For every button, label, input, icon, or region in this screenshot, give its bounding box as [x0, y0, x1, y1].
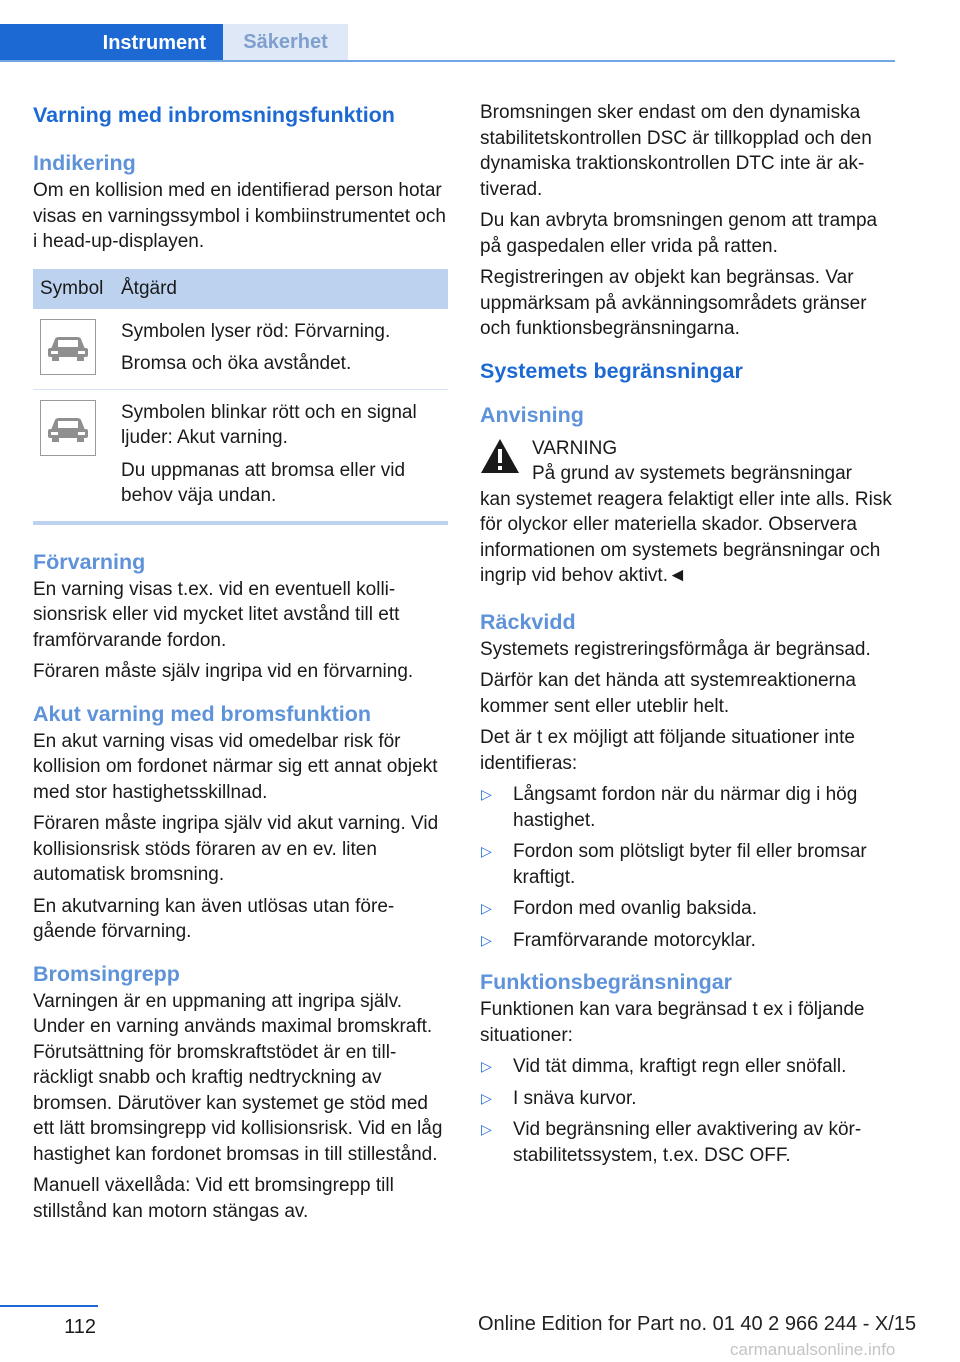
warning-first-line: På grund av systemets begränsningar: [532, 463, 853, 484]
list-item: ▷ Fordon med ovanlig baksida.: [480, 896, 895, 922]
row1-line1: Symbolen lyser röd: Förvarning.: [121, 320, 391, 342]
paragraph-akut-3: En akutvarning kan även utlösas utan föregående förvarning.: [33, 895, 395, 942]
paragraph-forvarning-2: Föraren måste själv ingripa vid en förvarning.: [33, 661, 414, 682]
triangle-bullet-icon: ▷: [481, 900, 492, 916]
list-item: ▷ Vid tät dimma, kraftigt regn eller snöfall.: [480, 1054, 895, 1080]
table-header: [33, 269, 448, 309]
paragraph-intro-1: Bromsningen sker endast om den dynamiska stabilitetskontrollen DSC är tillkopplad och den dynamiska traktionskontrollen DTC inte är aktiverad.: [480, 102, 872, 200]
warning-label: VARNING: [532, 437, 618, 459]
symbol-table: [33, 269, 448, 525]
footer-rule: [0, 1305, 98, 1307]
list-item: ▷ Fordon som plötsligt byter fil eller bromsar kraftigt.: [480, 839, 895, 890]
watermark: carmanualsonline.info: [730, 1340, 896, 1359]
paragraph-rackvidd-2: Därför kan det hända att systemreaktionerna kommer sent eller uteblir helt.: [480, 670, 856, 717]
paragraph-intro-3: Registreringen av objekt kan begränsas. Var uppmärksam på avkänningsområdets gränser och funktionsbegränsningarna.: [480, 267, 867, 339]
heading-funktionsbegransningar: Funktionsbegränsningar: [480, 970, 733, 994]
bullet-list-funktion: [480, 1054, 895, 1168]
edition-text: Online Edition for Part no. 01 40 2 966 244 - X/15: [478, 1313, 917, 1335]
warning-block: [480, 436, 895, 589]
bullet-list-rackvidd: [480, 782, 895, 953]
heading-indikering: Indikering: [33, 151, 136, 175]
triangle-bullet-icon: ▷: [481, 1058, 492, 1074]
heading-systemets-begransningar: Systemets begränsningar: [480, 358, 743, 383]
heading-akut: Akut varning med bromsfunktion: [33, 701, 372, 726]
heading-rackvidd: Räckvidd: [480, 609, 576, 634]
triangle-bullet-icon: ▷: [481, 1089, 492, 1106]
car-warning-icon: [40, 319, 96, 375]
tab-sakerhet[interactable]: Säkerhet: [223, 24, 348, 60]
paragraph-intro-2: Du kan avbryta bromsningen genom att trampa på gaspedalen eller vrida på ratten.: [480, 210, 878, 257]
page-number: 112: [64, 1316, 96, 1338]
row2-line1: Symbolen blinkar rött och en signal ljuder: Akut varning.: [121, 401, 417, 448]
row1-line2: Bromsa och öka avståndet.: [121, 353, 352, 374]
list-item: ▷ Långsamt fordon när du närmar dig i hög hastighet.: [480, 782, 895, 833]
warning-text: kan systemet reagera felaktigt eller inte alls. Risk för olyckor eller materiella skador. Observera informationen om systemets begränsningar och ingrip vid behov aktivt.◄: [480, 488, 892, 586]
paragraph-indikering: Om en kollision med en identifierad person hotar visas en varningssymbol i kombiinstrumentet och i head-up-displayen.: [33, 180, 446, 252]
heading-forvarning: Förvarning: [33, 549, 146, 574]
paragraph-forvarning-1: En varning visas t.ex. vid en eventuell kollisionsrisk eller vid mycket litet avstånd till ett framförvarande fordon.: [33, 578, 400, 651]
section-title: Varning med inbromsningsfunktion: [33, 103, 395, 127]
tab-instrument[interactable]: Instrument: [0, 24, 223, 62]
paragraph-bromsingrepp-1: Varningen är en uppmaning att ingripa själv. Under en varning används maximal bromskraft. Förutsättning för bromskraftstödet är en tillräckligt snabb och kraftig nedtryckning av bromsen. Därutöver kan systemet ge stöd med ett lätt bromsingrepp vid kollisionsrisk. Vid en låg hastighet kan fordonet bromsas in till stillestånd.: [33, 990, 443, 1165]
list-item: ▷ I snäva kurvor.: [480, 1086, 895, 1112]
car-warning-icon: [40, 400, 96, 456]
list-item: ▷ Vid begränsning eller avaktivering av körstabilitetssystem, t.ex. DSC OFF.: [480, 1117, 895, 1168]
right-column: [480, 100, 895, 1174]
table-row: [33, 309, 448, 389]
warning-triangle-icon: [480, 438, 520, 474]
heading-anvisning: Anvisning: [480, 402, 584, 427]
paragraph-rackvidd-3: Det är t ex möjligt att följande situationer inte identifieras:: [480, 727, 855, 774]
col-symbol-header: Symbol: [40, 277, 104, 299]
paragraph-bromsingrepp-2: Manuell växellåda: Vid ett bromsingrepp till stillstånd kan motorn stängas av.: [33, 1175, 394, 1222]
triangle-bullet-icon: ▷: [481, 931, 492, 948]
triangle-bullet-icon: ▷: [481, 1121, 492, 1137]
header-rule: [0, 60, 895, 62]
header-tabs: [0, 24, 895, 62]
paragraph-funktion-1: Funktionen kan vara begränsad t ex i följande situationer:: [480, 999, 865, 1046]
list-item: ▷ Framförvarande motorcyklar.: [480, 928, 895, 954]
table-row: [33, 389, 448, 521]
row2-line2: Du uppmanas att bromsa eller vid behov väja undan.: [121, 459, 406, 506]
paragraph-akut-1: En akut varning visas vid omedelbar risk för kollision om fordonet närmar sig ett annat objekt med stor hastighetsskillnad.: [33, 730, 438, 803]
paragraph-akut-2: Föraren måste ingripa själv vid akut varning. Vid kollisionsrisk stöds föraren av en ev. liten automatisk bromsning.: [33, 813, 439, 885]
col-action-header: Åtgärd: [121, 277, 177, 299]
left-column: [33, 100, 448, 1224]
paragraph-rackvidd-1: Systemets registreringsförmåga är begränsad.: [480, 638, 871, 660]
triangle-bullet-icon: ▷: [481, 786, 492, 802]
heading-bromsingrepp: Bromsingrepp: [33, 961, 180, 986]
triangle-bullet-icon: ▷: [481, 843, 492, 859]
